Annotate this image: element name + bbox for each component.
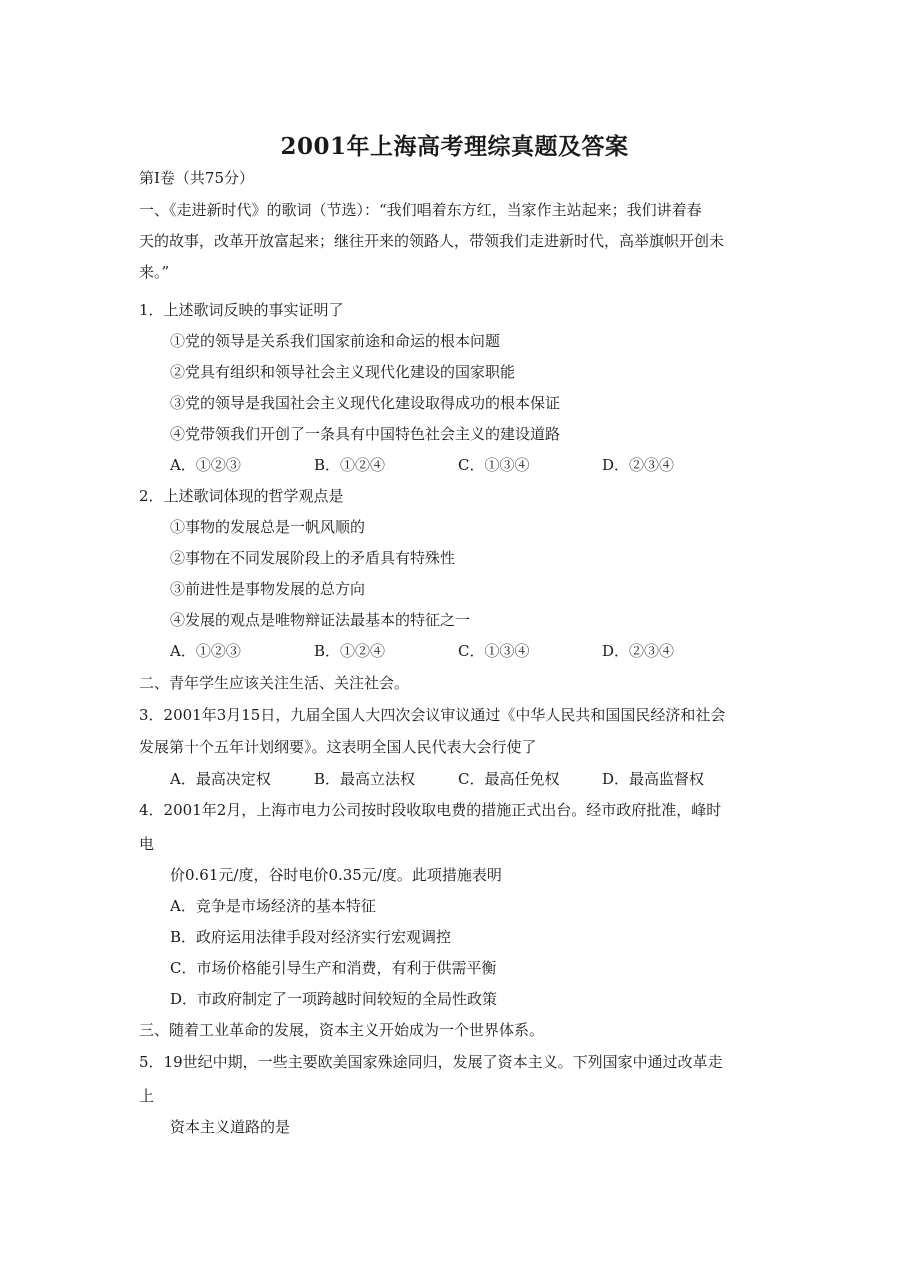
q2-option-a: A．①②③ bbox=[170, 642, 241, 660]
q5-line1: 5．19世纪中期，一些主要欧美国家殊途同归，发展了资本主义。下列国家中通过改革走 bbox=[139, 1053, 723, 1071]
section-header: 第Ⅰ卷（共75分） bbox=[139, 169, 255, 187]
intro1-line2: 天的故事，改革开放富起来；继往开来的领路人，带领我们走进新时代，高举旗帜开创未 bbox=[139, 232, 725, 250]
q2-option-c: C．①③④ bbox=[458, 642, 530, 660]
q4-option-d: D．市政府制定了一项跨越时间较短的全局性政策 bbox=[170, 990, 498, 1008]
q1-item: ③党的领导是我国社会主义现代化建设取得成功的根本保证 bbox=[170, 394, 561, 412]
q2-item: ②事物在不同发展阶段上的矛盾具有特殊性 bbox=[170, 549, 456, 567]
q5-line3: 资本主义道路的是 bbox=[170, 1118, 291, 1136]
q1-item: ①党的领导是关系我们国家前途和命运的根本问题 bbox=[170, 332, 501, 350]
q1-item: ②党具有组织和领导社会主义现代化建设的国家职能 bbox=[170, 363, 516, 381]
intro1-line1: 一、《走进新时代》的歌词（节选）：“我们唱着东方红，当家作主站起来；我们讲着春 bbox=[139, 201, 702, 219]
q2-item: ④发展的观点是唯物辩证法最基本的特征之一 bbox=[170, 611, 471, 629]
q4-option-b: B．政府运用法律手段对经济实行宏观调控 bbox=[170, 928, 452, 946]
q1-option-c: C．①③④ bbox=[458, 456, 530, 474]
q3-line1: 3．2001年3月15日，九届全国人大四次会议审议通过《中华人民共和国国民经济和社会 bbox=[139, 706, 726, 724]
q3-option-c: C．最高任免权 bbox=[458, 770, 560, 788]
q1-item: ④党带领我们开创了一条具有中国特色社会主义的建设道路 bbox=[170, 425, 561, 443]
q1-option-d: D．②③④ bbox=[602, 456, 675, 474]
q4-line3: 价0.61元/度，谷时电价0.35元/度。此项措施表明 bbox=[170, 866, 502, 884]
q4-option-c: C．市场价格能引导生产和消费，有利于供需平衡 bbox=[170, 959, 497, 977]
document-title: 2001年上海高考理综真题及答案 bbox=[280, 133, 629, 160]
q4-line1: 4．2001年2月，上海市电力公司按时段收取电费的措施正式出台。经市政府批准，峰时 bbox=[139, 801, 722, 819]
intro2: 二、青年学生应该关注生活、关注社会。 bbox=[139, 674, 410, 692]
q5-line2: 上 bbox=[139, 1087, 155, 1105]
intro1-line3: 来。” bbox=[139, 263, 170, 281]
q3-option-b: B．最高立法权 bbox=[314, 770, 416, 788]
q1-option-a: A．①②③ bbox=[170, 456, 241, 474]
q2-option-d: D．②③④ bbox=[602, 642, 675, 660]
q3-option-d: D．最高监督权 bbox=[602, 770, 705, 788]
q4-option-a: A．竞争是市场经济的基本特征 bbox=[170, 897, 376, 915]
q2-option-b: B．①②④ bbox=[314, 642, 386, 660]
q3-line2: 发展第十个五年计划纲要》。这表明全国人民代表大会行使了 bbox=[139, 738, 537, 756]
q2-item: ①事物的发展总是一帆风顺的 bbox=[170, 518, 366, 536]
q4-line2: 电 bbox=[139, 835, 155, 853]
q2-stem: 2．上述歌词体现的哲学观点是 bbox=[139, 487, 344, 505]
q3-option-a: A．最高决定权 bbox=[170, 770, 271, 788]
q2-item: ③前进性是事物发展的总方向 bbox=[170, 580, 366, 598]
q1-stem: 1．上述歌词反映的事实证明了 bbox=[139, 301, 344, 319]
q1-option-b: B．①②④ bbox=[314, 456, 386, 474]
intro3: 三、随着工业革命的发展，资本主义开始成为一个世界体系。 bbox=[139, 1021, 545, 1039]
